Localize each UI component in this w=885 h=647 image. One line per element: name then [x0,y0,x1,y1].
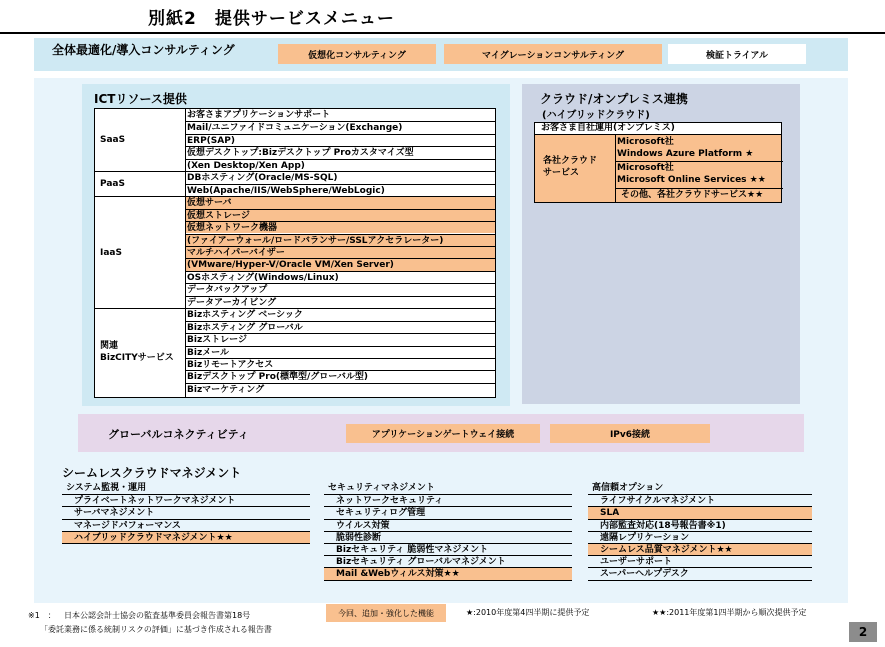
ict-row: Bizマーケティング [185,383,495,395]
seamless-row: Mail &Webウィルス対策★★ [324,568,572,580]
onprem-label: お客さま自社運用(オンプレミス) [541,123,675,133]
seamless-row: ウイルス対策 [324,520,572,532]
seamless-row: ライフサイクルマネジメント [588,495,812,507]
cloud-item-online-company: Microsoft社 [617,163,674,173]
ict-row: Bizホスティング グローバル [185,321,495,333]
global-connectivity-bar [78,414,804,452]
seamless-row: シームレス品質マネジメント★★ [588,544,812,556]
footnote-mark: ※1 ： [28,611,56,620]
ict-row: 仮想デスクトップ:Bizデスクトップ Proカスタマイズ型 [185,146,495,158]
seamless-column-2 [324,482,572,580]
ict-row: Mail/ユニファイドコミュニケーション(Exchange) [185,121,495,133]
cloud-services-box [534,135,782,203]
ict-row: お客さまアプリケーションサポート [187,110,331,120]
ict-group-label: 関連 BizCITYサービス [95,308,185,395]
ict-row: DBホスティング(Oracle/MS-SQL) [185,171,495,183]
ict-group-label: IaaS [95,196,185,308]
seamless-row: プライベートネットワークマネジメント [62,495,310,507]
ict-row: データアーカイビング [185,296,495,308]
ict-table [94,108,496,398]
ict-group-label: PaaS [95,171,185,196]
seamless-row: サーバマネジメント [62,507,310,519]
cloud-divider [615,135,616,203]
ict-row: (VMware/Hyper-V/Oracle VM/Xen Server) [185,258,495,270]
ict-label-divider [185,109,186,397]
ipv6-connection: IPv6接続 [550,424,710,443]
ict-row: データバックアップ [185,283,495,295]
page-number: 2 [849,622,877,642]
seamless-row: ハイブリッドクラウドマネジメント★★ [62,532,310,544]
seamless-row: マネージドパフォーマンス [62,520,310,532]
legend-star1: ★:2010年度第4四半期に提供予定 [466,608,590,617]
ict-row: (ファイアーウォール/ロードバランサー/SSLアクセラレーター) [185,234,495,246]
ict-row: Web(Apache/IIS/WebSphere/WebLogic) [185,184,495,196]
ict-row: (Xen Desktop/Xen App) [185,159,495,171]
seamless-row: ネットワークセキュリティ [324,495,572,507]
verification-trial: 検証トライアル [668,44,806,64]
global-label: グローバルコネクティビティ [108,428,249,441]
seamless-column-3 [588,482,812,580]
seamless-row: Bizセキュリティ 脆弱性マネジメント [324,544,572,556]
ict-row: Bizデスクトップ Pro(標準型/グローバル型) [185,370,495,382]
migration-consulting: マイグレーションコンサルティング [444,44,662,64]
consulting-label: 全体最適化/導入コンサルティング [52,43,235,57]
ict-title: ICTリソース提供 [94,92,187,106]
ict-group-label: SaaS [100,135,126,146]
ict-row: 仮想サーバ [185,196,495,208]
ict-row: Bizリモートアクセス [185,358,495,370]
cloud-services-label: 各社クラウド サービス [543,156,598,178]
ict-row: マルチハイパーバイザー [185,246,495,258]
footnote-line2: 「委託業務に係る統制リスクの評価」に基づき作成される報告書 [40,625,272,634]
cloud-title: クラウド/オンプレミス連携 [540,92,688,106]
cloud-item-azure [617,136,781,160]
footnote-line1: 日本公認会計士協会の監査基準委員会報告書第18号 [64,611,251,620]
title-underline [0,32,885,34]
cloud-item-others: その他、各社クラウドサービス★★ [621,190,764,200]
seamless-column-header: 高信頼オプション [592,483,664,493]
seamless-row: 遠隔レプリケーション [588,532,812,544]
legend-star2: ★★:2011年度第1四半期から順次提供予定 [652,608,807,617]
cloud-item-online-product: Microsoft Online Services ★★ [617,175,766,185]
seamless-row: ユーザーサポート [588,556,812,568]
cloud-item-online [617,162,781,186]
ict-row: 仮想ストレージ [185,209,495,221]
cloud-item-azure-company: Microsoft社 [617,137,674,147]
ict-row: Bizストレージ [185,333,495,345]
seamless-title: シームレスクラウドマネジメント [62,466,242,480]
seamless-row: 脆弱性診断 [324,532,572,544]
ict-row: Bizホスティング ベーシック [185,308,495,320]
app-gateway-connection: アプリケーションゲートウェイ接続 [346,424,540,443]
ict-row: Bizメール [185,346,495,358]
seamless-row: 内部監査対応(18号報告書※1) [588,520,812,532]
ict-row: OSホスティング(Windows/Linux) [185,271,495,283]
legend-new-feature: 今回、追加・強化した機能 [326,604,446,622]
page-title: 別紙2 提供サービスメニュー [148,9,395,29]
seamless-column-1 [62,482,310,580]
onprem-cell [534,122,782,135]
seamless-row: スーパーヘルプデスク [588,568,812,580]
ict-row: 仮想ネットワーク機器 [185,221,495,233]
cloud-item-azure-product: Windows Azure Platform ★ [617,149,754,159]
cloud-subtitle: (ハイブリッドクラウド) [542,110,650,121]
ict-row: ERP(SAP) [185,134,495,146]
seamless-row: Bizセキュリティ グローバルマネジメント [324,556,572,568]
seamless-row: SLA [588,507,812,519]
virtualization-consulting: 仮想化コンサルティング [278,44,436,64]
seamless-column-header: システム監視・運用 [66,483,147,493]
seamless-column-header: セキュリティマネジメント [328,483,435,493]
seamless-row: セキュリティログ管理 [324,507,572,519]
consulting-bar [34,38,848,71]
